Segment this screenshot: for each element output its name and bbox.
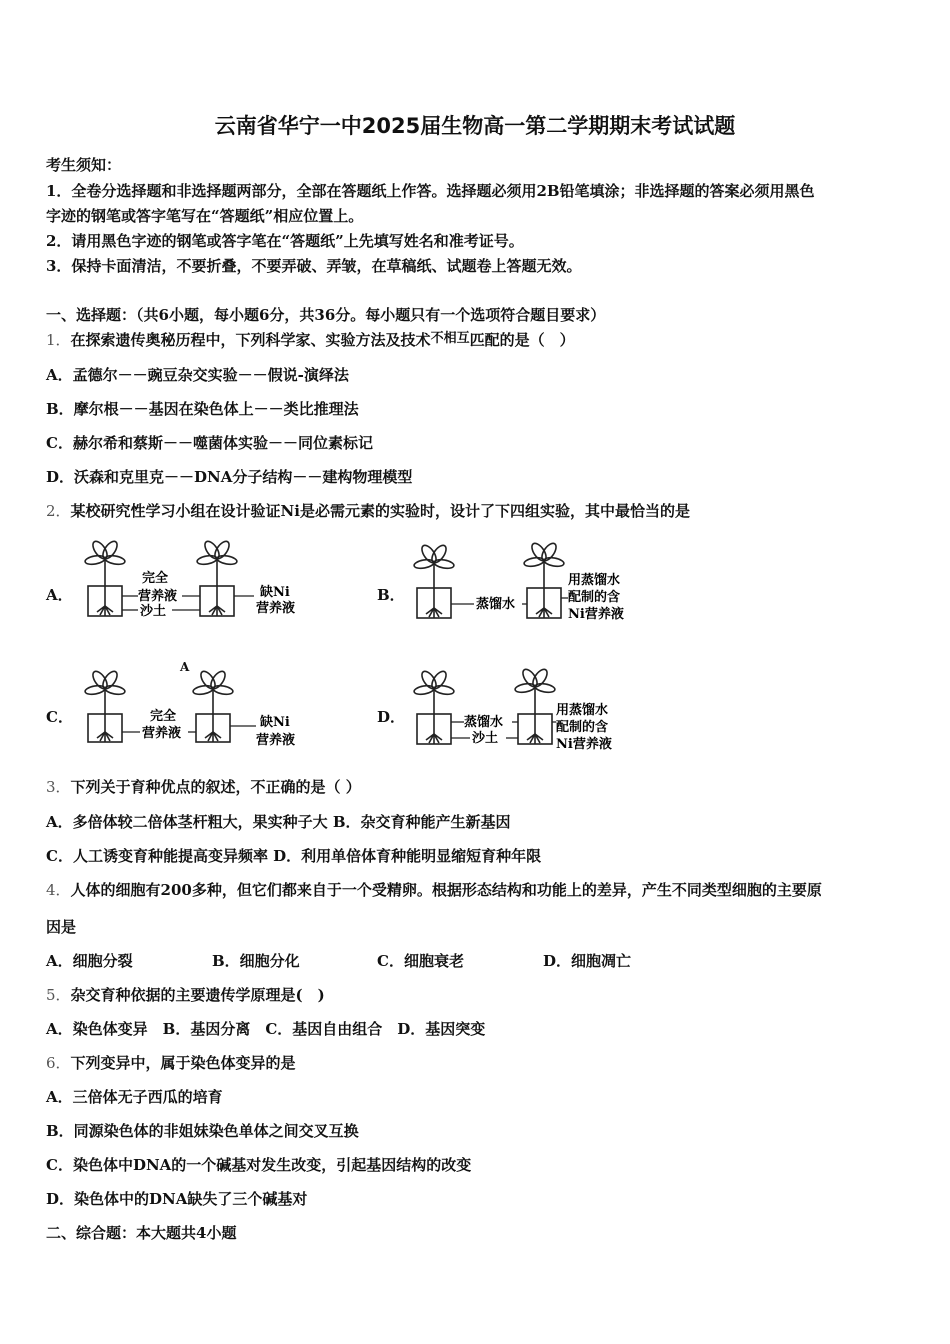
figure-text: 蒸馏水 [476,597,516,612]
question-number: 2． [46,502,71,520]
figure-text: 营养液 [142,726,182,741]
page-title: 云南省华宁一中2025届生物高一第二学期期末考试试题 [214,114,736,138]
figure-text: 用蒸馏水 [568,573,621,588]
option: C．细胞衰老 [377,952,464,970]
figure-text: 营养液 [256,601,296,616]
question-number: 1． [46,331,71,349]
plant-icon [84,669,125,742]
question-text-end: 匹配的是（ ） [469,331,575,349]
figure-text: 完全 [142,571,169,586]
figure-text: 营养液 [256,733,296,748]
question-number: 5． [46,986,71,1004]
plant-icon [514,667,555,744]
notice-item: 字迹的钢笔或答字笔写在“答题纸”相应位置上。 [46,207,364,225]
option: D．沃森和克里克－－DNA分子结构－－建构物理模型 [46,468,413,486]
option-line: A．多倍体较二倍体茎杆粗大，果实种子大 B．杂交育种能产生新基因 [46,813,511,831]
option-line: C．人工诱变育种能提高变异频率 D．利用单倍体育种能明显缩短育种年限 [46,847,542,865]
figure-a [70,538,330,630]
question-number: 6． [46,1054,71,1072]
option: D．染色体中的DNA缺失了三个碱基对 [46,1190,308,1208]
plant-icon [523,541,564,618]
question-4-stem [46,879,822,900]
stray-mark: A [180,660,190,674]
question-text: 下列变异中，属于染色体变异的是 [70,1054,296,1072]
plant-icon [413,543,454,618]
notice-item: 3．保持卡面清洁，不要折叠，不要弄破、弄皱，在草稿纸、试题卷上答题无效。 [46,257,582,275]
figure-label-b: B． [377,586,405,604]
option: A．三倍体无子西瓜的培育 [46,1088,223,1106]
option: C．染色体中DNA的一个碱基对发生改变，引起基因结构的改变 [46,1156,472,1174]
figure-text: 沙土 [472,731,499,746]
option: A．孟德尔－－豌豆杂交实验－－假说-演绎法 [46,366,349,384]
question-text: 杂交育种依据的主要遗传学原理是( ) [70,986,325,1004]
option: A．细胞分裂 [46,952,133,970]
question-3-stem [46,776,361,797]
figure-label-a: A． [46,586,73,604]
figure-b [402,538,652,630]
option: B．同源染色体的非姐妹染色单体之间交叉互换 [46,1122,359,1140]
figure-text: 营养液 [138,589,178,604]
figure-label-d: D． [377,708,406,726]
figure-c [70,664,330,756]
section-heading-comprehensive: 二、综合题：本大题共4小题 [46,1224,237,1242]
figure-label-c: C． [46,708,73,726]
question-1-stem [46,329,575,350]
notice-item: 1．全卷分选择题和非选择题两部分，全部在答题纸上作答。选择题必须用2B铅笔填涂；非选择题的答案必须用黑色 [46,182,815,200]
question-number: 4． [46,881,71,899]
question-2-stem [46,500,690,521]
option-line: A．染色体变异 B．基因分离 C．基因自由组合 D．基因突变 [46,1020,486,1038]
option: C．赫尔希和蔡斯－－噬菌体实验－－同位素标记 [46,434,373,452]
option: B．细胞分化 [212,952,300,970]
question-text: 人体的细胞有200多种，但它们都来自于一个受精卵。根据形态结构和功能上的差异，产生不同类型细胞的主要原 [70,881,822,899]
figure-text: 配制的含 [556,720,609,735]
figure-text: 沙土 [140,604,167,619]
question-text: 在探索遗传奥秘历程中，下列科学家、实验方法及技术 [70,331,431,349]
plant-icon [413,669,454,744]
question-4-stem-cont: 因是 [46,918,77,936]
question-text: 某校研究性学习小组在设计验证Ni是必需元素的实验时，设计了下四组实验，其中最恰当的是 [70,502,690,520]
figure-text: 完全 [150,709,177,724]
plant-icon [192,669,233,742]
plant-icon [196,539,237,616]
option: B．摩尔根－－基因在染色体上－－类比推理法 [46,400,359,418]
figure-text: 缺Ni [260,715,290,730]
question-number: 3． [46,778,71,796]
question-5-stem [46,984,325,1005]
figure-text: Ni营养液 [556,737,612,752]
figure-text: Ni营养液 [568,607,624,622]
figure-text: 配制的含 [568,590,621,605]
question-6-stem [46,1052,296,1073]
plant-icon [84,539,125,616]
figure-d [402,664,652,756]
option: D．细胞凋亡 [543,952,632,970]
section-heading-choice: 一、选择题：（共6小题，每小题6分，共36分。每小题只有一个选项符合题目要求） [46,306,606,324]
figure-text: 用蒸馏水 [556,703,609,718]
question-text: 下列关于育种优点的叙述，不正确的是（ ） [70,778,361,796]
figure-text: 缺Ni [260,585,290,600]
notice-item: 2．请用黑色字迹的钢笔或答字笔在“答题纸”上先填写姓名和准考证号。 [46,232,524,250]
question-text-emphasis: 不相互 [430,331,470,346]
notice-heading: 考生须知： [46,156,122,174]
figure-text: 蒸馏水 [464,715,504,730]
